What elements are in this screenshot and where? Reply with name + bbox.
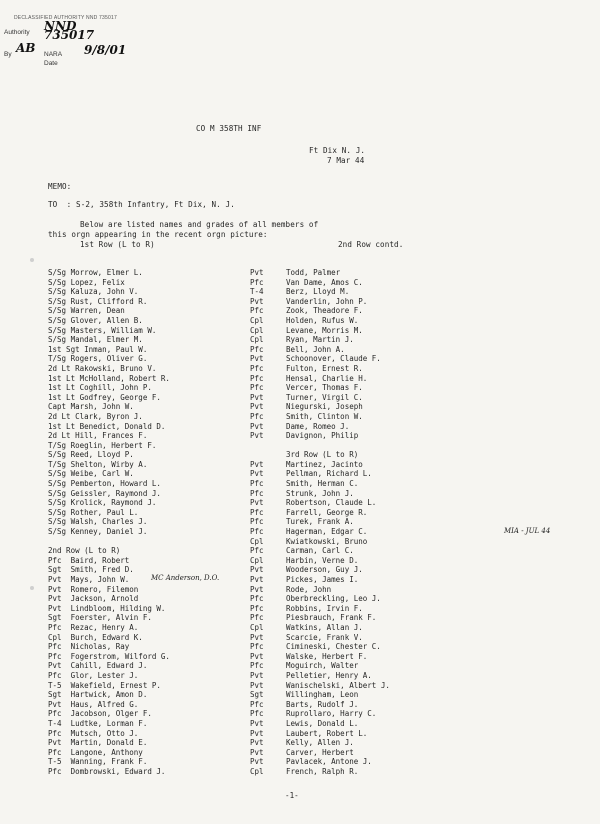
table-row [48, 431, 588, 441]
roster-left-entry: S/Sg Kenney, Daniel J. [48, 527, 148, 537]
stamp-by-label: By [4, 51, 12, 58]
roster-grade: Pvt [250, 354, 264, 364]
handwritten-note-smith: MC Anderson, D.O. [151, 574, 220, 582]
roster-right-entry: Holden, Rufus W. [286, 315, 359, 325]
roster-right-entry: Robertson, Claude L. [286, 498, 377, 508]
roster-left-entry: S/Sg Krolick, Raymond J. [48, 498, 157, 508]
roster-right-entry: Walske, Herbert F. [286, 651, 368, 661]
roster-left-entry: Pvt Lindbloom, Hilding W. [48, 603, 166, 613]
roster-grade: Pvt [250, 431, 264, 441]
roster-left-entry: T/Sg Rogers, Oliver G. [48, 354, 148, 364]
roster-grade: Pvt [250, 747, 264, 757]
roster-left-entry: 1st Lt Godfrey, George F. [48, 392, 161, 402]
roster-list [48, 268, 588, 776]
stamp-authority-value: NND 735017 [44, 19, 95, 42]
table-row [48, 278, 588, 288]
roster-grade: Pvt [250, 718, 264, 728]
roster-grade: Pvt [250, 421, 264, 431]
roster-right-entry: Vanderlin, John P. [286, 296, 368, 306]
roster-left-entry: S/Sg Weibe, Carl W. [48, 469, 134, 479]
table-row [48, 719, 588, 729]
stamp-date-value: 9/8/01 [84, 43, 127, 57]
table-row [48, 335, 588, 345]
roster-right-entry: French, Ralph R. [286, 766, 359, 776]
roster-grade: Pfc [250, 527, 264, 537]
roster-right-entry: Strunk, John J. [286, 488, 354, 498]
roster-right-entry: Rode, John [286, 584, 332, 594]
roster-grade: Cpl [250, 766, 264, 776]
roster-right-entry: Watkins, Allan J. [286, 622, 363, 632]
roster-right-entry: Todd, Palmer [286, 268, 341, 277]
memo-intro-line-2: this orgn appearing in the recent orgn picture: [48, 230, 268, 239]
roster-grade: Pvt [250, 565, 264, 575]
table-row [48, 441, 588, 451]
table-row [48, 613, 588, 623]
table-row [48, 546, 588, 556]
roster-left-entry: 1st Lt Coghill, John P. [48, 383, 152, 393]
roster-left-entry: S/Sg Morrow, Elmer L. [48, 268, 143, 277]
table-row [48, 642, 588, 652]
table-row [48, 633, 588, 643]
roster-grade: Pfc [250, 546, 264, 556]
roster-grade: Cpl [250, 325, 264, 335]
date-line: 7 Mar 44 [327, 156, 365, 165]
roster-grade: Pfc [250, 373, 264, 383]
roster-right-entry: Wanischelski, Albert J. [286, 680, 390, 690]
roster-right-entry: Vercer, Thomas F. [286, 383, 363, 393]
roster-left-entry: Cpl Burch, Edward K. [48, 632, 143, 642]
roster-left-entry: Sgt Smith, Fred D. [48, 565, 134, 575]
place-line: Ft Dix N. J. [309, 146, 366, 155]
roster-grade: Pfc [250, 507, 264, 517]
roster-left-entry: S/Sg Lopez, Felix [48, 277, 125, 287]
table-row [48, 498, 588, 508]
roster-right-entry: Carver, Herbert [286, 747, 354, 757]
roster-left-entry: S/Sg Mandal, Elmer M. [48, 335, 143, 345]
roster-left-entry: S/Sg Walsh, Charles J. [48, 517, 148, 527]
roster-right-entry: Moguirch, Walter [286, 661, 359, 671]
roster-right-entry: Ryan, Martin J. [286, 335, 354, 345]
roster-left-entry: T/Sg Roeglin, Herbert F. [48, 440, 157, 450]
punch-hole [30, 586, 34, 590]
roster-grade: Pvt [250, 757, 264, 767]
table-row [48, 757, 588, 767]
roster-left-entry: S/Sg Kaluza, John V. [48, 287, 139, 297]
roster-right-entry: Willingham, Leon [286, 690, 359, 700]
table-row [48, 623, 588, 633]
roster-right-entry: Hensal, Charlie H. [286, 373, 368, 383]
memo-intro-line-1: Below are listed names and grades of all members of [80, 220, 319, 229]
roster-grade: Cpl [250, 555, 264, 565]
roster-left-entry: Sgt Foerster, Alvin F. [48, 613, 152, 623]
roster-right-entry: Carman, Carl C. [286, 546, 354, 556]
roster-grade: Pvt [250, 402, 264, 412]
roster-right-entry: Scarcie, Frank V. [286, 632, 363, 642]
table-row [48, 489, 588, 499]
roster-left-entry: S/Sg Masters, William W. [48, 325, 157, 335]
punch-hole [30, 258, 34, 262]
table-row [48, 594, 588, 604]
page-number: -1- [285, 791, 299, 800]
roster-grade: Pvt [250, 392, 264, 402]
roster-left-entry: 1st Lt McHolland, Robert R. [48, 373, 170, 383]
roster-grade: Sgt [250, 690, 264, 700]
roster-grade: T-4 [250, 287, 264, 297]
roster-left-entry: T-4 Ludtke, Lorman F. [48, 718, 148, 728]
roster-grade: Pvt [250, 469, 264, 479]
roster-grade: Pvt [250, 584, 264, 594]
table-row [48, 738, 588, 748]
roster-right-entry: Hagerman, Edgar C. [286, 527, 368, 537]
roster-right-entry: Kelly, Allen J. [286, 738, 354, 748]
table-row [48, 681, 588, 691]
roster-right-entry: Turek, Frank A. [286, 517, 354, 527]
table-row [48, 469, 588, 479]
roster-right-entry: 3rd Row (L to R) [286, 450, 359, 460]
table-row [48, 374, 588, 384]
roster-right-entry: Turner, Virgil C. [286, 392, 363, 402]
table-row [48, 575, 588, 585]
roster-left-entry: Pvt Romero, Filemon [48, 584, 139, 594]
roster-left-entry: S/Sg Reed, Lloyd P. [48, 450, 134, 460]
stamp-nara-label: NARA Date [44, 51, 62, 67]
roster-right-entry: Van Dame, Amos C. [286, 277, 363, 287]
roster-grade: Pfc [250, 517, 264, 527]
roster-right-entry: Ruprollaro, Harry C. [286, 709, 377, 719]
table-row [48, 287, 588, 297]
roster-grade: Pfc [250, 594, 264, 604]
table-row [48, 604, 588, 614]
table-row [48, 326, 588, 336]
stamp-by-value: AB [16, 41, 36, 55]
roster-left-entry: Pvt Jackson, Arnold [48, 594, 139, 604]
roster-left-entry: S/Sg Pemberton, Howard L. [48, 479, 161, 489]
first-row-heading: 1st Row (L to R) [80, 240, 155, 249]
second-row-contd-heading: 2nd Row contd. [338, 240, 404, 249]
roster-right-entry: Farrell, George R. [286, 507, 368, 517]
roster-grade: Pfc [250, 603, 264, 613]
table-row [48, 700, 588, 710]
roster-right-entry: Bell, John A. [286, 344, 345, 354]
roster-grade: Pfc [250, 709, 264, 719]
roster-grade: Pfc [250, 479, 264, 489]
roster-grade: Cpl [250, 536, 264, 546]
roster-grade: Pvt [250, 575, 264, 584]
roster-left-entry: Capt Marsh, John W. [48, 402, 134, 412]
roster-right-entry: Piesbrauch, Frank F. [286, 613, 377, 623]
roster-right-entry: Dame, Romeo J. [286, 421, 350, 431]
roster-right-entry: Laubert, Robert L. [286, 728, 368, 738]
roster-left-entry: 1st Sgt Inman, Paul W. [48, 344, 148, 354]
roster-left-entry: T/Sg Shelton, Wirby A. [48, 459, 148, 469]
roster-left-entry: Pfc Baird, Robert [48, 555, 130, 565]
table-row [48, 729, 588, 739]
table-row [48, 690, 588, 700]
table-row [48, 268, 588, 278]
roster-grade: Pfc [250, 661, 264, 671]
roster-grade: Pvt [250, 632, 264, 642]
table-row [48, 652, 588, 662]
roster-right-entry: Smith, Herman C. [286, 479, 359, 489]
table-row [48, 748, 588, 758]
roster-right-entry: Wooderson, Guy J. [286, 565, 363, 575]
roster-left-entry: Pvt Cahill, Edward J. [48, 661, 148, 671]
roster-left-entry: Pfc Rezac, Henry A. [48, 622, 139, 632]
roster-left-entry: Pfc Langone, Anthony [48, 747, 143, 757]
roster-right-entry: Robbins, Irvin F. [286, 603, 363, 613]
table-row [48, 316, 588, 326]
roster-left-entry: Pfc Jacobson, Olger F. [48, 709, 152, 719]
roster-left-entry: 2d Lt Hill, Frances F. [48, 431, 148, 441]
table-row [48, 767, 588, 777]
roster-right-entry: Martinez, Jacinto [286, 459, 363, 469]
handwritten-note-hagerman: MIA - JUL 44 [504, 527, 551, 535]
roster-right-entry: Fulton, Ernest R. [286, 363, 363, 373]
stamp-authority-label: Authority [4, 29, 30, 36]
memo-heading: MEMO: [48, 182, 72, 191]
roster-grade: Pfc [250, 383, 264, 393]
roster-left-entry: Pfc Dombrowski, Edward J. [48, 766, 166, 776]
table-row [48, 345, 588, 355]
table-row [48, 393, 588, 403]
roster-left-entry: S/Sg Glover, Allen B. [48, 315, 143, 325]
roster-grade: Pvt [250, 728, 264, 738]
table-row [48, 364, 588, 374]
roster-grade: Pfc [250, 699, 264, 709]
roster-grade: Pvt [250, 738, 264, 748]
roster-grade: Pfc [250, 363, 264, 373]
table-row [48, 671, 588, 681]
roster-left-entry: Sgt Hartwick, Amon D. [48, 690, 148, 700]
roster-left-entry: Pvt Mays, John W. [48, 575, 130, 584]
roster-right-entry: Schoonover, Claude F. [286, 354, 381, 364]
roster-left-entry: Pvt Haus, Alfred G. [48, 699, 139, 709]
roster-right-entry: Cimineski, Chester C. [286, 642, 381, 652]
roster-grade: Cpl [250, 335, 264, 345]
roster-grade: Pfc [250, 344, 264, 354]
roster-grade: Pfc [250, 306, 264, 316]
roster-right-entry: Kwiatkowski, Bruno [286, 536, 368, 546]
roster-left-entry: T-5 Wakefield, Ernest P. [48, 680, 161, 690]
roster-right-entry: Pickes, James I. [286, 575, 359, 584]
roster-left-entry: 2d Lt Rakowski, Bruno V. [48, 363, 157, 373]
stamp-header: DECLASSIFIED AUTHORITY NND 735017 [14, 15, 117, 21]
roster-grade: Pvt [250, 268, 264, 277]
roster-left-entry: Pfc Fogerstrom, Wilford G. [48, 651, 170, 661]
roster-left-entry: 1st Lt Benedict, Donald D. [48, 421, 166, 431]
table-row [48, 412, 588, 422]
roster-left-entry: 2d Lt Clark, Byron J. [48, 411, 143, 421]
roster-right-entry: Pavlacek, Antone J. [286, 757, 372, 767]
table-row [48, 709, 588, 719]
roster-grade: Pvt [250, 459, 264, 469]
table-row [48, 460, 588, 470]
table-row [48, 556, 588, 566]
table-row [48, 450, 588, 460]
table-row [48, 383, 588, 393]
roster-grade: Pvt [250, 670, 264, 680]
roster-right-entry: Oberbreckling, Leo J. [286, 594, 381, 604]
roster-grade: Cpl [250, 315, 264, 325]
roster-grade: Pfc [250, 277, 264, 287]
roster-left-entry: Pfc Nicholas, Ray [48, 642, 130, 652]
roster-right-entry: Davignon, Philip [286, 431, 359, 441]
roster-left-entry: T-5 Wanning, Frank F. [48, 757, 148, 767]
roster-grade: Pvt [250, 680, 264, 690]
table-row [48, 537, 588, 547]
roster-grade: Pvt [250, 498, 264, 508]
roster-grade: Cpl [250, 622, 264, 632]
roster-left-entry: S/Sg Warren, Dean [48, 306, 125, 316]
roster-right-entry: Niegurski, Joseph [286, 402, 363, 412]
roster-left-entry: S/Sg Geissler, Raymond J. [48, 488, 161, 498]
roster-right-entry: Smith, Clinton W. [286, 411, 363, 421]
roster-right-entry: Levane, Morris M. [286, 325, 363, 335]
roster-left-entry: 2nd Row (L to R) [48, 546, 121, 556]
roster-left-entry: S/Sg Rust, Clifford R. [48, 296, 148, 306]
table-row [48, 517, 588, 527]
roster-right-entry: Lewis, Donald L. [286, 718, 359, 728]
roster-grade: Pfc [250, 411, 264, 421]
roster-grade: Pfc [250, 642, 264, 652]
table-row [48, 402, 588, 412]
table-row [48, 422, 588, 432]
unit-heading: CO M 358TH INF [196, 124, 262, 133]
roster-grade: Pfc [250, 488, 264, 498]
table-row [48, 306, 588, 316]
memo-to-line: TO : S-2, 358th Infantry, Ft Dix, N. J. [48, 200, 235, 209]
table-row [48, 565, 588, 575]
roster-right-entry: Pelletier, Henry A. [286, 670, 372, 680]
table-row [48, 479, 588, 489]
roster-left-entry: Pvt Martin, Donald E. [48, 738, 148, 748]
roster-right-entry: Barts, Rudolf J. [286, 699, 359, 709]
roster-left-entry: Pfc Mutsch, Otto J. [48, 728, 139, 738]
table-row [48, 297, 588, 307]
table-row [48, 354, 588, 364]
table-row [48, 585, 588, 595]
roster-grade: Pfc [250, 613, 264, 623]
roster-right-entry: Harbin, Verne D. [286, 555, 359, 565]
roster-left-entry: S/Sg Rother, Paul L. [48, 507, 139, 517]
table-row [48, 508, 588, 518]
roster-right-entry: Zook, Theadore F. [286, 306, 363, 316]
roster-right-entry: Pellman, Richard L. [286, 469, 372, 479]
roster-grade: Pvt [250, 651, 264, 661]
roster-grade: Pvt [250, 296, 264, 306]
roster-left-entry: Pfc Glor, Lester J. [48, 670, 139, 680]
table-row [48, 661, 588, 671]
roster-right-entry: Berz, Lloyd M. [286, 287, 350, 297]
